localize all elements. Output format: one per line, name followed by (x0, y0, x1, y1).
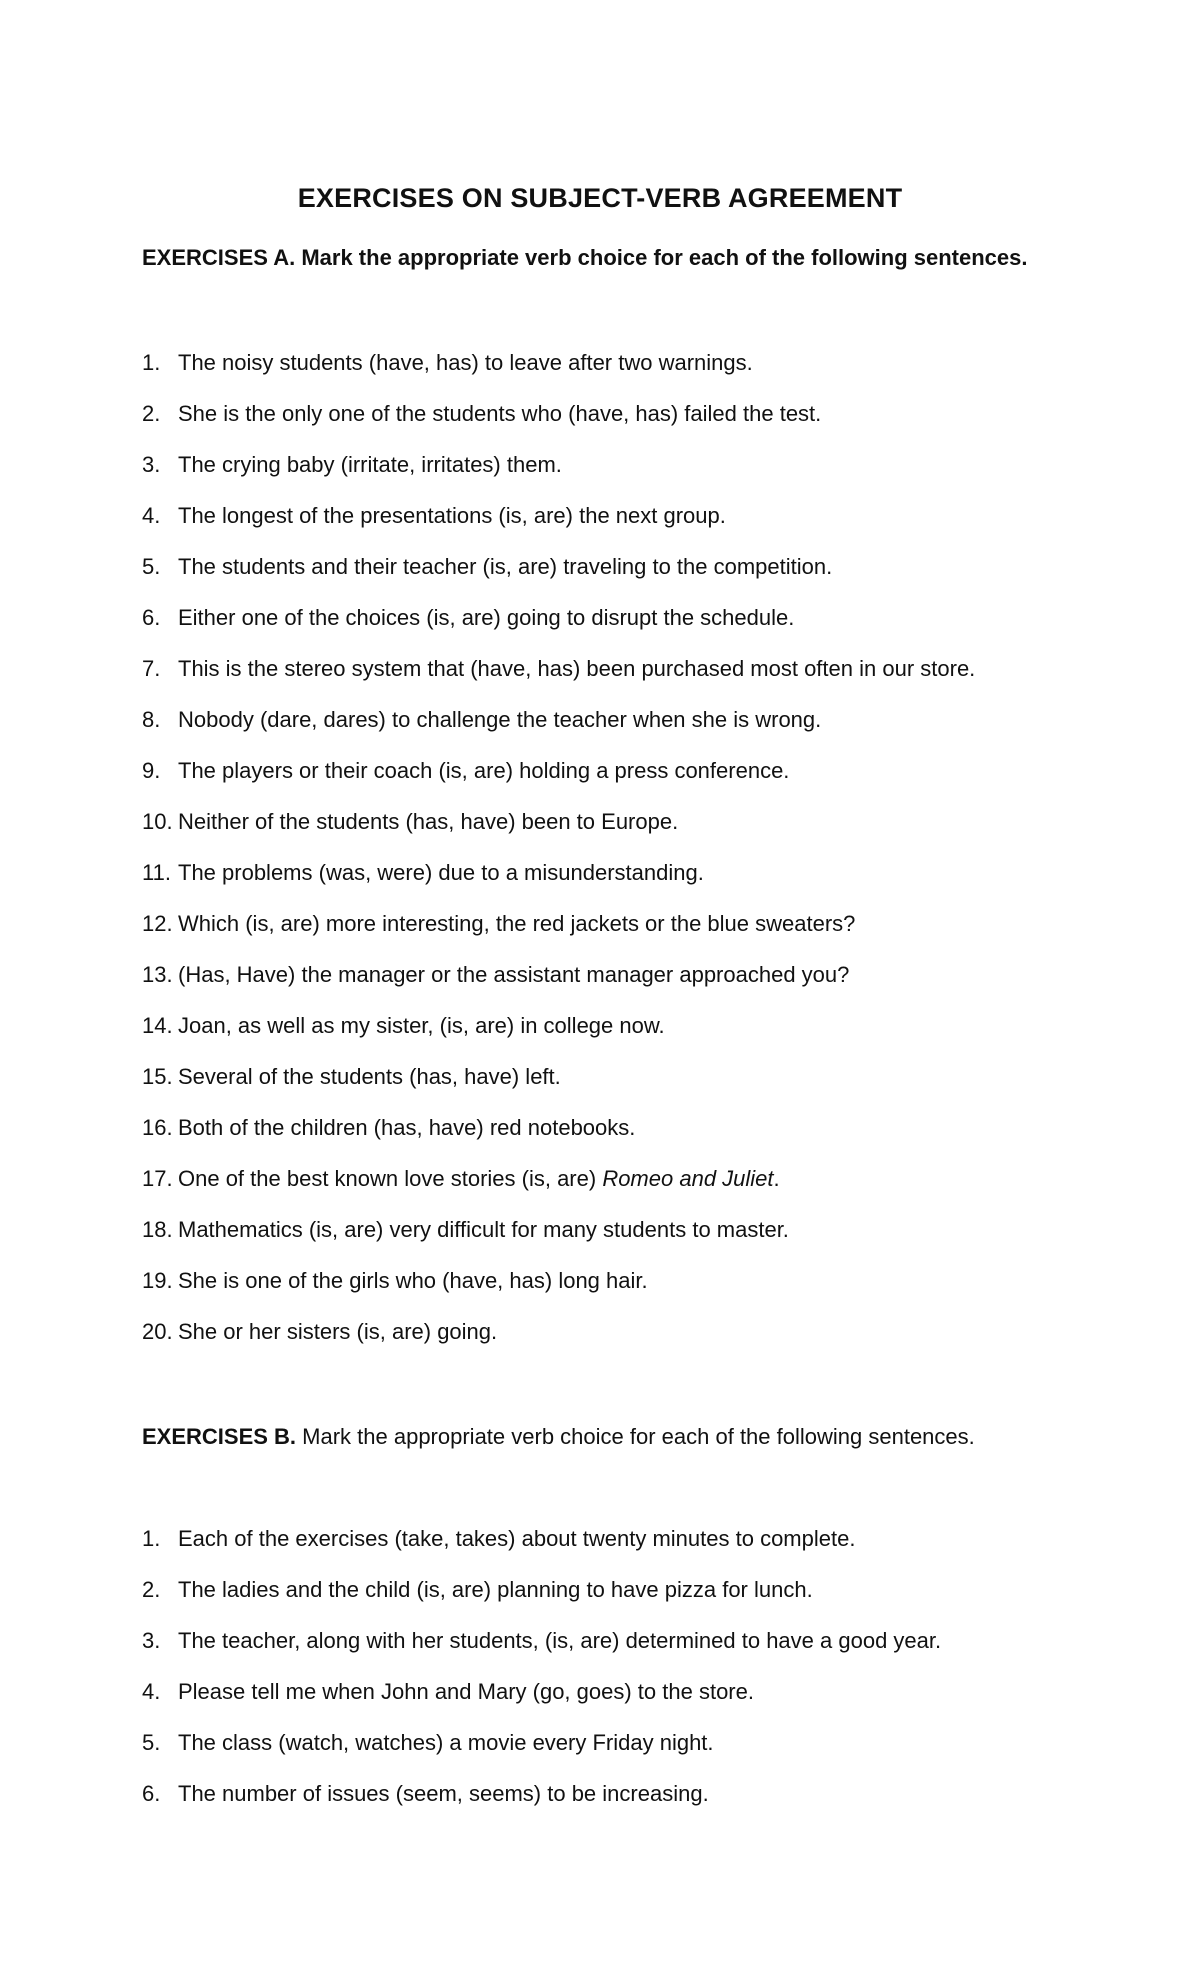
list-item (142, 1730, 1102, 1781)
item-number: 5. (142, 554, 161, 579)
item-number: 1. (142, 350, 161, 375)
list-item (142, 860, 1102, 911)
item-text: The crying baby (irritate, irritates) them. (178, 452, 562, 477)
list-item (142, 1628, 1102, 1679)
item-text-end: . (773, 1166, 780, 1191)
item-number: 19. (142, 1268, 173, 1293)
item-text: The students and their teacher (is, are) traveling to the competition. (178, 554, 833, 579)
list-item (142, 656, 1102, 707)
item-number: 3. (142, 1628, 161, 1653)
list-item (142, 707, 1102, 758)
list-item (142, 1013, 1102, 1064)
list-item (142, 605, 1102, 656)
list-item (142, 1319, 1102, 1370)
item-text-lead: One of the best known love stories (is, are) (178, 1166, 603, 1191)
list-item (142, 554, 1102, 605)
list-item (142, 809, 1102, 860)
item-text: (Has, Have) the manager or the assistant manager approached you? (178, 962, 850, 987)
list-item (142, 1268, 1102, 1319)
item-number: 2. (142, 1577, 161, 1602)
item-text: The problems (was, were) due to a misunderstanding. (178, 860, 704, 885)
item-number: 3. (142, 452, 161, 477)
item-text: She is the only one of the students who (have, has) failed the test. (178, 401, 822, 426)
list-item (142, 350, 1102, 401)
item-text: The noisy students (have, has) to leave after two warnings. (178, 350, 753, 375)
item-number: 8. (142, 707, 161, 732)
list-item (142, 1115, 1102, 1166)
list-item (142, 1577, 1102, 1628)
item-text: The teacher, along with her students, (is, are) determined to have a good year. (178, 1628, 942, 1653)
item-text: Either one of the choices (is, are) going to disrupt the schedule. (178, 605, 795, 630)
list-item (142, 1679, 1102, 1730)
item-text: Neither of the students (has, have) been to Europe. (178, 809, 679, 834)
list-item (142, 1166, 1102, 1217)
item-text: Both of the children (has, have) red notebooks. (178, 1115, 636, 1140)
item-text (178, 1166, 780, 1217)
list-item (142, 962, 1102, 1013)
section-b-heading (142, 1423, 1042, 1451)
list-item (142, 503, 1102, 554)
list-item (142, 758, 1102, 809)
item-text-title: Romeo and Juliet (602, 1166, 774, 1191)
item-text: Several of the students (has, have) left. (178, 1064, 561, 1089)
section-b-heading-label: EXERCISES B. (142, 1424, 297, 1449)
item-text: This is the stereo system that (have, has) been purchased most often in our store. (178, 656, 976, 681)
item-number: 2. (142, 401, 161, 426)
item-number: 15. (142, 1064, 173, 1089)
item-text: Joan, as well as my sister, (is, are) in college now. (178, 1013, 665, 1038)
item-number: 6. (142, 605, 161, 630)
item-text: Nobody (dare, dares) to challenge the teacher when she is wrong. (178, 707, 822, 732)
item-number: 12. (142, 911, 173, 936)
item-text: The number of issues (seem, seems) to be increasing. (178, 1781, 709, 1806)
item-number: 6. (142, 1781, 161, 1806)
item-number: 16. (142, 1115, 173, 1140)
item-text: The players or their coach (is, are) holding a press conference. (178, 758, 790, 783)
item-text: Which (is, are) more interesting, the red jackets or the blue sweaters? (178, 911, 856, 936)
document-title: EXERCISES ON SUBJECT-VERB AGREEMENT (297, 183, 903, 213)
item-number: 18. (142, 1217, 173, 1242)
list-item (142, 1781, 1102, 1832)
item-number: 5. (142, 1730, 161, 1755)
item-number: 9. (142, 758, 161, 783)
item-number: 1. (142, 1526, 161, 1551)
item-number: 7. (142, 656, 161, 681)
list-item (142, 401, 1102, 452)
item-number: 14. (142, 1013, 173, 1038)
section-a-heading: EXERCISES A. Mark the appropriate verb choice for each of the following sentences. (142, 245, 1028, 270)
item-number: 11. (142, 860, 171, 885)
section-a-list (142, 350, 1102, 1370)
item-text: She or her sisters (is, are) going. (178, 1319, 498, 1344)
list-item (142, 911, 1102, 962)
item-text: The ladies and the child (is, are) planning to have pizza for lunch. (178, 1577, 813, 1602)
item-text: Each of the exercises (take, takes) about twenty minutes to complete. (178, 1526, 856, 1551)
item-number: 4. (142, 1679, 161, 1704)
item-text: The longest of the presentations (is, are) the next group. (178, 503, 726, 528)
item-text: She is one of the girls who (have, has) long hair. (178, 1268, 648, 1293)
item-number: 4. (142, 503, 161, 528)
item-text: Please tell me when John and Mary (go, goes) to the store. (178, 1679, 754, 1704)
item-number: 20. (142, 1319, 173, 1344)
list-item (142, 1064, 1102, 1115)
item-number: 13. (142, 962, 173, 987)
section-b-list (142, 1526, 1102, 1832)
item-number: 17. (142, 1166, 173, 1191)
item-text: The class (watch, watches) a movie every Friday night. (178, 1730, 714, 1755)
list-item (142, 1217, 1102, 1268)
list-item (142, 452, 1102, 503)
list-item (142, 1526, 1102, 1577)
item-number: 10. (142, 809, 173, 834)
item-text: Mathematics (is, are) very difficult for many students to master. (178, 1217, 789, 1242)
section-b-heading-instruction: Mark the appropriate verb choice for each of the following sentences. (296, 1424, 975, 1449)
